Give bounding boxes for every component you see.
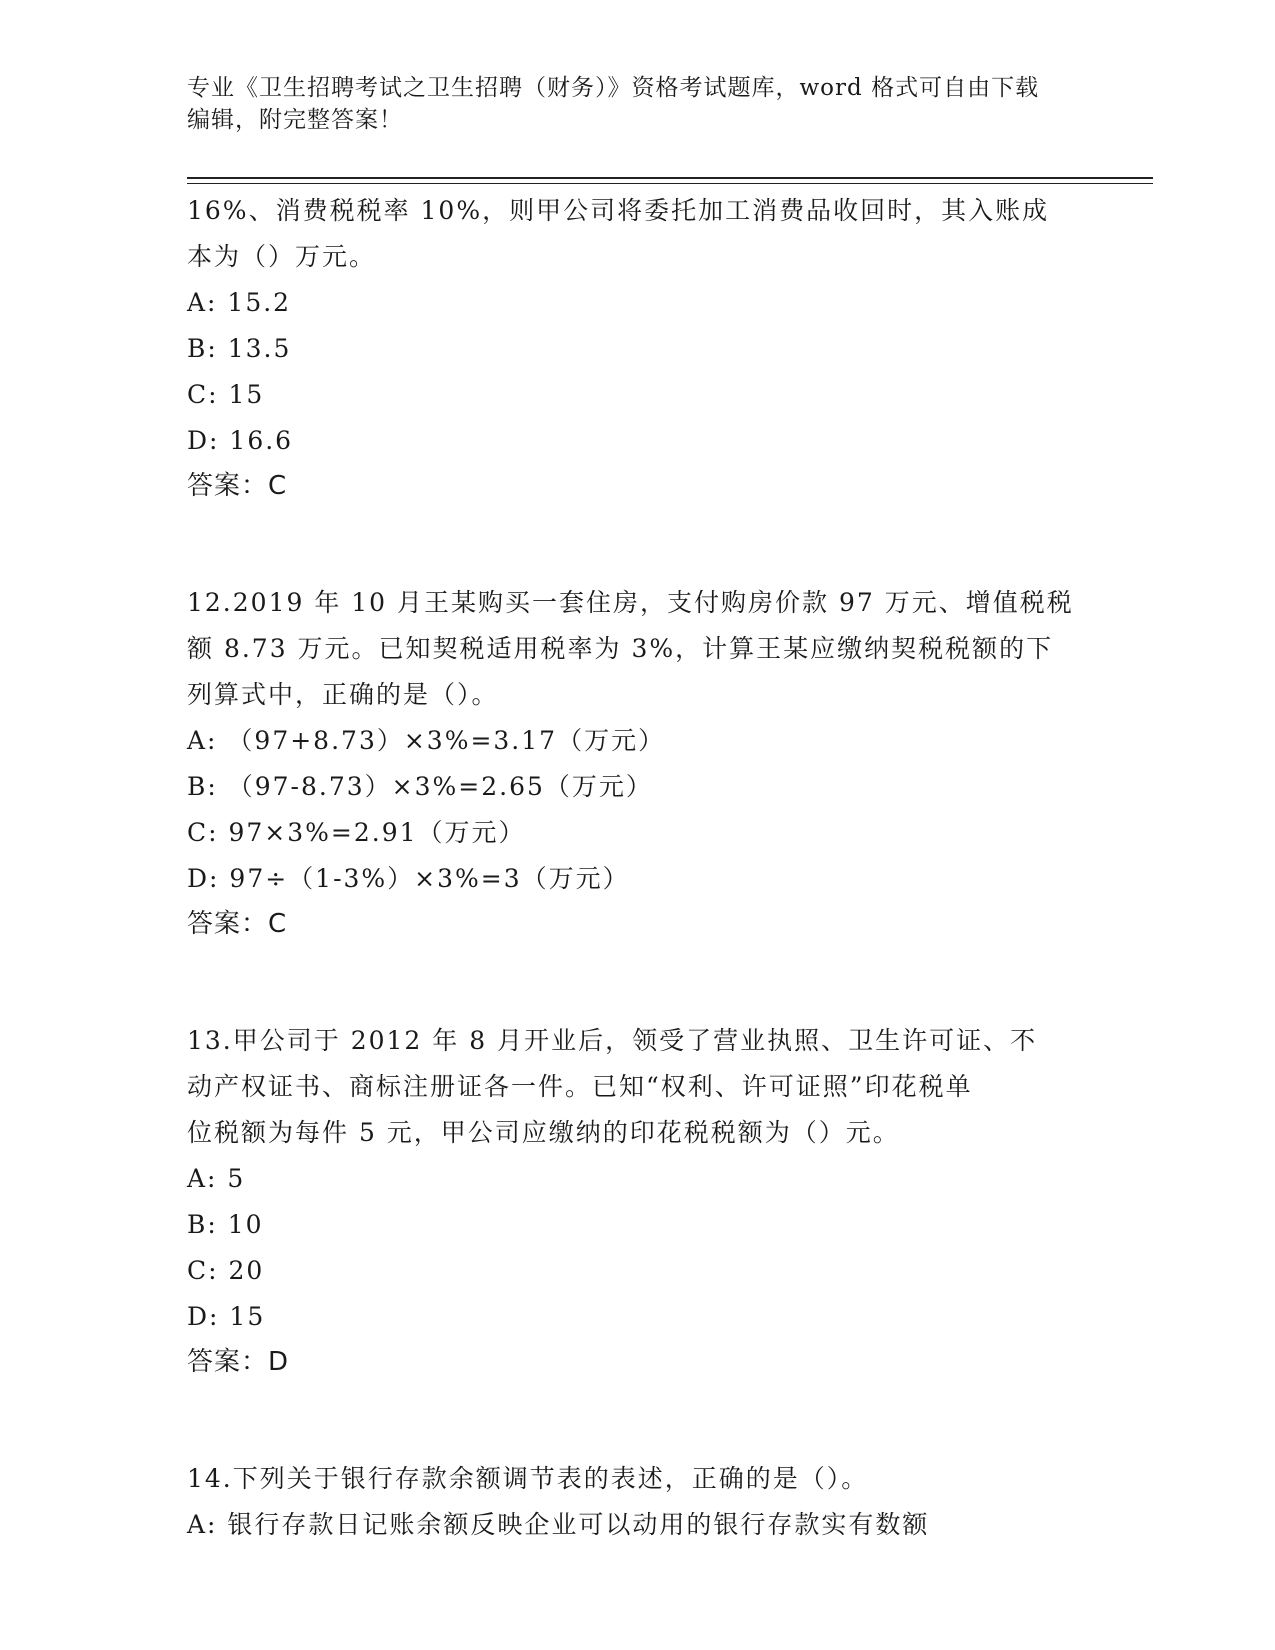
question-text-line: 位税额为每件 5 元，甲公司应缴纳的印花税税额为（）元。: [187, 1118, 900, 1147]
question-text-line: 额 8.73 万元。已知契税适用税率为 3%，计算王某应缴纳契税税额的下: [187, 634, 1054, 663]
option-d: D: 97÷（1-3%）×3%=3（万元）: [187, 864, 630, 893]
option-c: C: 97×3%=2.91（万元）: [187, 818, 526, 847]
answer-label: 答案：C: [187, 471, 288, 501]
answer-label: 答案：D: [187, 1347, 290, 1377]
header-divider-thick: [187, 177, 1153, 179]
option-a: A: 5: [187, 1164, 246, 1193]
question-text-line: 16%、消费税税率 10%，则甲公司将委托加工消费品收回时，其入账成: [187, 196, 1050, 225]
answer-label: 答案：C: [187, 909, 288, 939]
option-d: D: 15: [187, 1302, 266, 1331]
option-b: B: 13.5: [187, 334, 292, 363]
question-14: [187, 1456, 1087, 1548]
question-text-line: 13.甲公司于 2012 年 8 月开业后，领受了营业执照、卫生许可证、不: [187, 1026, 1038, 1055]
question-text: [187, 1018, 1087, 1156]
header-divider-thin: [187, 183, 1153, 184]
header-line-1: 专业《卫生招聘考试之卫生招聘（财务）》资格考试题库，word 格式可自由下载: [187, 75, 1040, 101]
question-12: [187, 580, 1087, 946]
question-text: [187, 188, 1087, 280]
option-a: A: （97+8.73）×3%=3.17（万元）: [187, 726, 666, 755]
document-header: [187, 72, 1067, 136]
question-13: [187, 1018, 1087, 1384]
question-text-line: 本为（）万元。: [187, 242, 377, 271]
question-list: [187, 188, 1087, 1548]
option-b: B: 10: [187, 1210, 264, 1239]
question-text: [187, 580, 1087, 718]
question-text-line: 14.下列关于银行存款余额调节表的表述，正确的是（）。: [187, 1464, 869, 1493]
question-text-line: 动产权证书、商标注册证各一件。已知“权利、许可证照”印花税单: [187, 1072, 973, 1101]
question-text: [187, 1456, 1087, 1502]
option-c: C: 15: [187, 380, 265, 409]
option-c: C: 20: [187, 1256, 265, 1285]
question-text-line: 12.2019 年 10 月王某购买一套住房，支付购房价款 97 万元、增值税税: [187, 588, 1074, 617]
question-text-line: 列算式中，正确的是（）。: [187, 680, 499, 709]
option-a: A: 15.2: [187, 288, 292, 317]
header-line-2: 编辑，附完整答案！: [187, 107, 403, 133]
option-b: B: （97-8.73）×3%=2.65（万元）: [187, 772, 653, 801]
question-11: [187, 188, 1087, 508]
option-d: D: 16.6: [187, 426, 294, 455]
option-a: A: 银行存款日记账余额反映企业可以动用的银行存款实有数额: [187, 1510, 930, 1539]
